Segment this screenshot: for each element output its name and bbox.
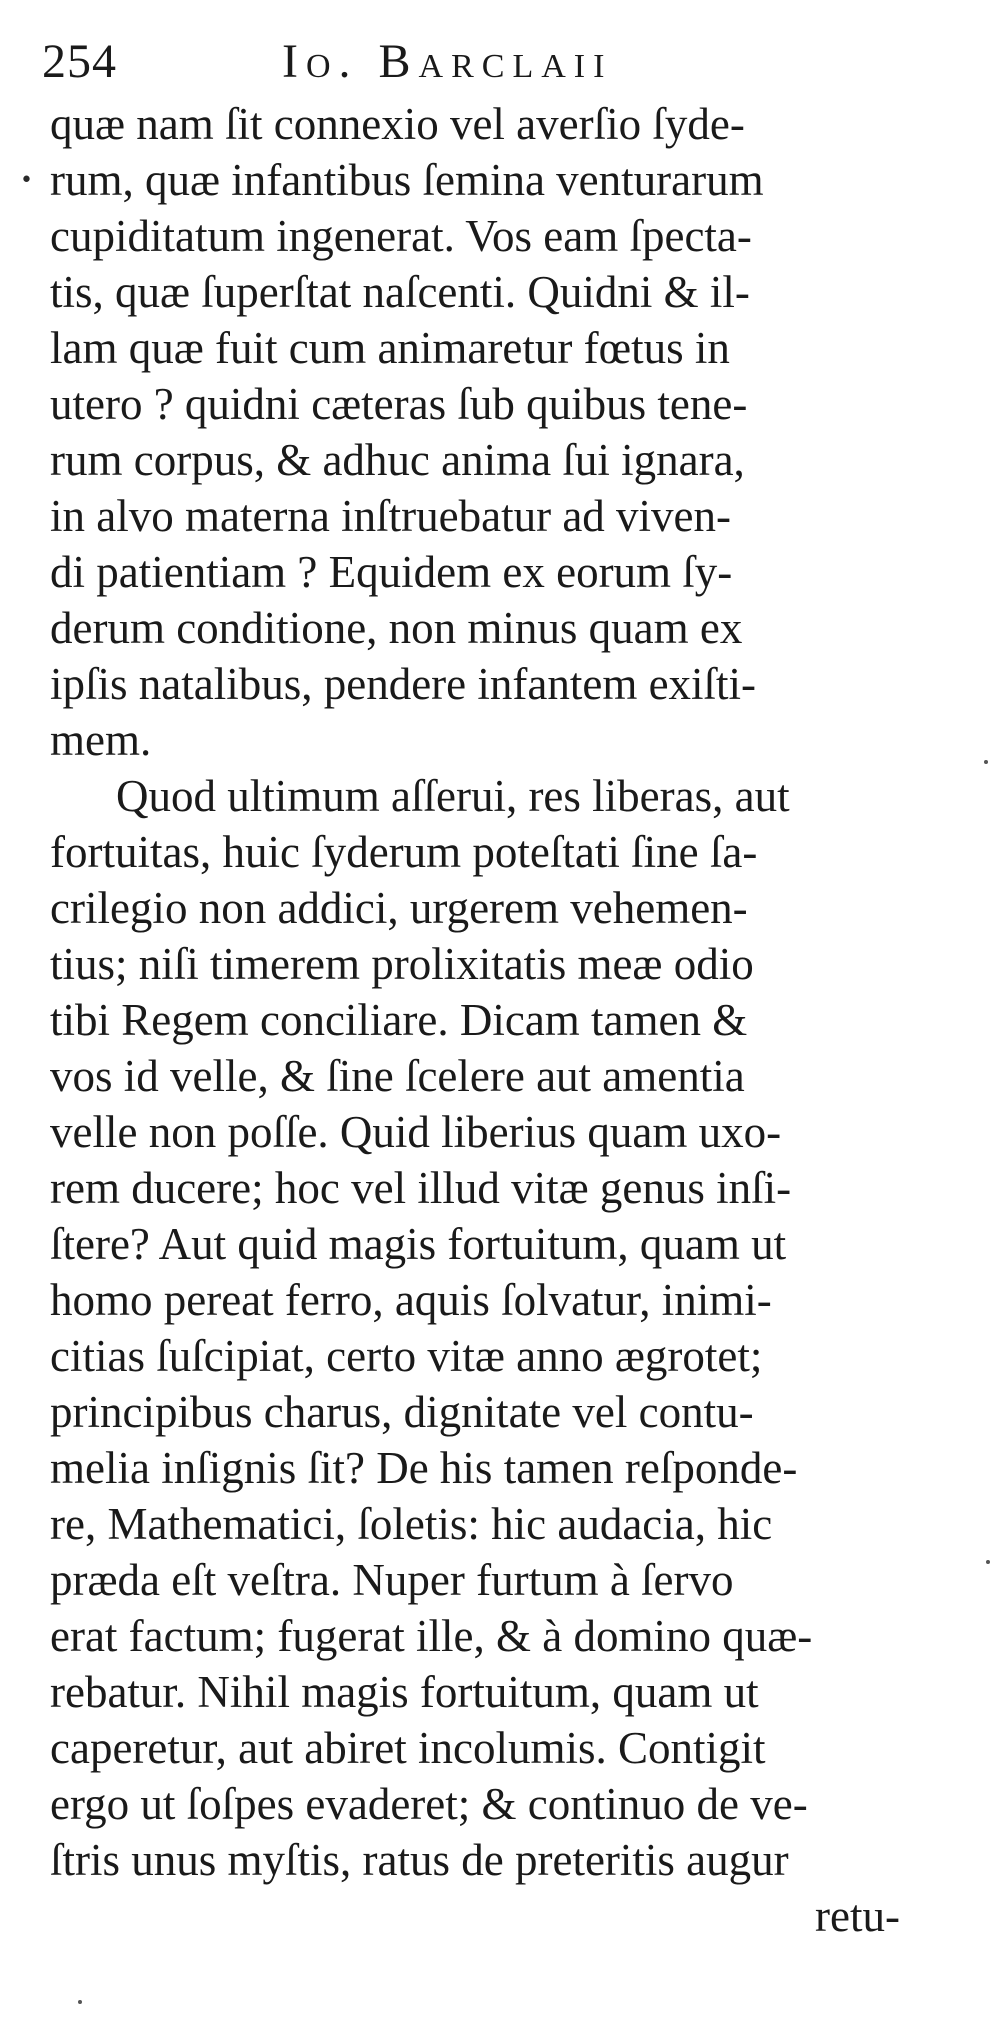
page-number: 254 <box>42 35 117 88</box>
text-line: ſtris unus myſtis, ratus de preteritis augur <box>50 1835 789 1885</box>
text-line: melia inſignis ſit? De his tamen reſponde- <box>50 1443 798 1493</box>
running-head <box>42 30 922 100</box>
text-line: in alvo materna inſtruebatur ad viven- <box>50 491 731 541</box>
text-line: mem. <box>50 715 152 765</box>
text-line: principibus charus, dignitate vel contu- <box>50 1387 754 1437</box>
running-title: Io. Barclaii <box>282 35 613 88</box>
text-line: Quod ultimum aſſerui, res liberas, aut <box>116 771 790 821</box>
text-line: homo pereat ferro, aquis ſolvatur, inimi- <box>50 1275 772 1325</box>
text-line: di patientiam ? Equidem ex eorum ſy- <box>50 547 733 597</box>
text-line: velle non poſſe. Quid liberius quam uxo- <box>50 1107 782 1157</box>
paragraph-2 <box>50 768 930 1888</box>
text-line: rum corpus, & adhuc anima ſui ignara, <box>50 435 745 485</box>
paragraph-1 <box>50 96 930 768</box>
text-line: fortuitas, huic ſyderum poteſtati ſine ſa- <box>50 827 758 877</box>
text-line: quæ nam ſit connexio vel averſio ſyde- <box>50 99 745 149</box>
text-line: derum conditione, non minus quam ex <box>50 603 743 653</box>
text-line: re, Mathematici, ſoletis: hic audacia, hic <box>50 1499 773 1549</box>
text-line: tius; niſi timerem prolixitatis meæ odio <box>50 939 754 989</box>
text-line: lam quæ fuit cum animaretur fœtus in <box>50 323 730 373</box>
text-line: rum, quæ infantibus ſemina venturarum <box>50 155 764 205</box>
text-line: rebatur. Nihil magis fortuitum, quam ut <box>50 1667 759 1717</box>
text-line: citias ſuſcipiat, certo vitæ anno ægrotet; <box>50 1331 763 1381</box>
text-line: tibi Regem conciliare. Dicam tamen & <box>50 995 748 1045</box>
text-line: crilegio non addici, urgerem vehemen- <box>50 883 748 933</box>
paper-speck <box>78 2000 82 2004</box>
catchword: retu- <box>815 1891 900 1941</box>
text-line: vos id velle, & ſine ſcelere aut amentia <box>50 1051 745 1101</box>
text-line: ipſis natalibus, pendere infantem exiſti- <box>50 659 757 709</box>
paper-speck <box>984 760 988 764</box>
paper-speck <box>986 1560 990 1564</box>
text-line: caperetur, aut abiret incolumis. Contigit <box>50 1723 766 1773</box>
text-line: erat factum; fugerat ille, & à domino quæ- <box>50 1611 813 1661</box>
body-text <box>50 96 930 1944</box>
text-line: cupiditatum ingenerat. Vos eam ſpecta- <box>50 211 752 261</box>
text-line: rem ducere; hoc vel illud vitæ genus inſi- <box>50 1163 792 1213</box>
margin-bullet: • <box>20 168 33 193</box>
text-line: utero ? quidni cæteras ſub quibus tene- <box>50 379 748 429</box>
text-line: tis, quæ ſuperſtat naſcenti. Quidni & il- <box>50 267 750 317</box>
text-line: ſtere? Aut quid magis fortuitum, quam ut <box>50 1219 787 1269</box>
text-line: ergo ut ſoſpes evaderet; & continuo de ve- <box>50 1779 808 1829</box>
text-line: præda eſt veſtra. Nuper furtum à ſervo <box>50 1555 734 1605</box>
